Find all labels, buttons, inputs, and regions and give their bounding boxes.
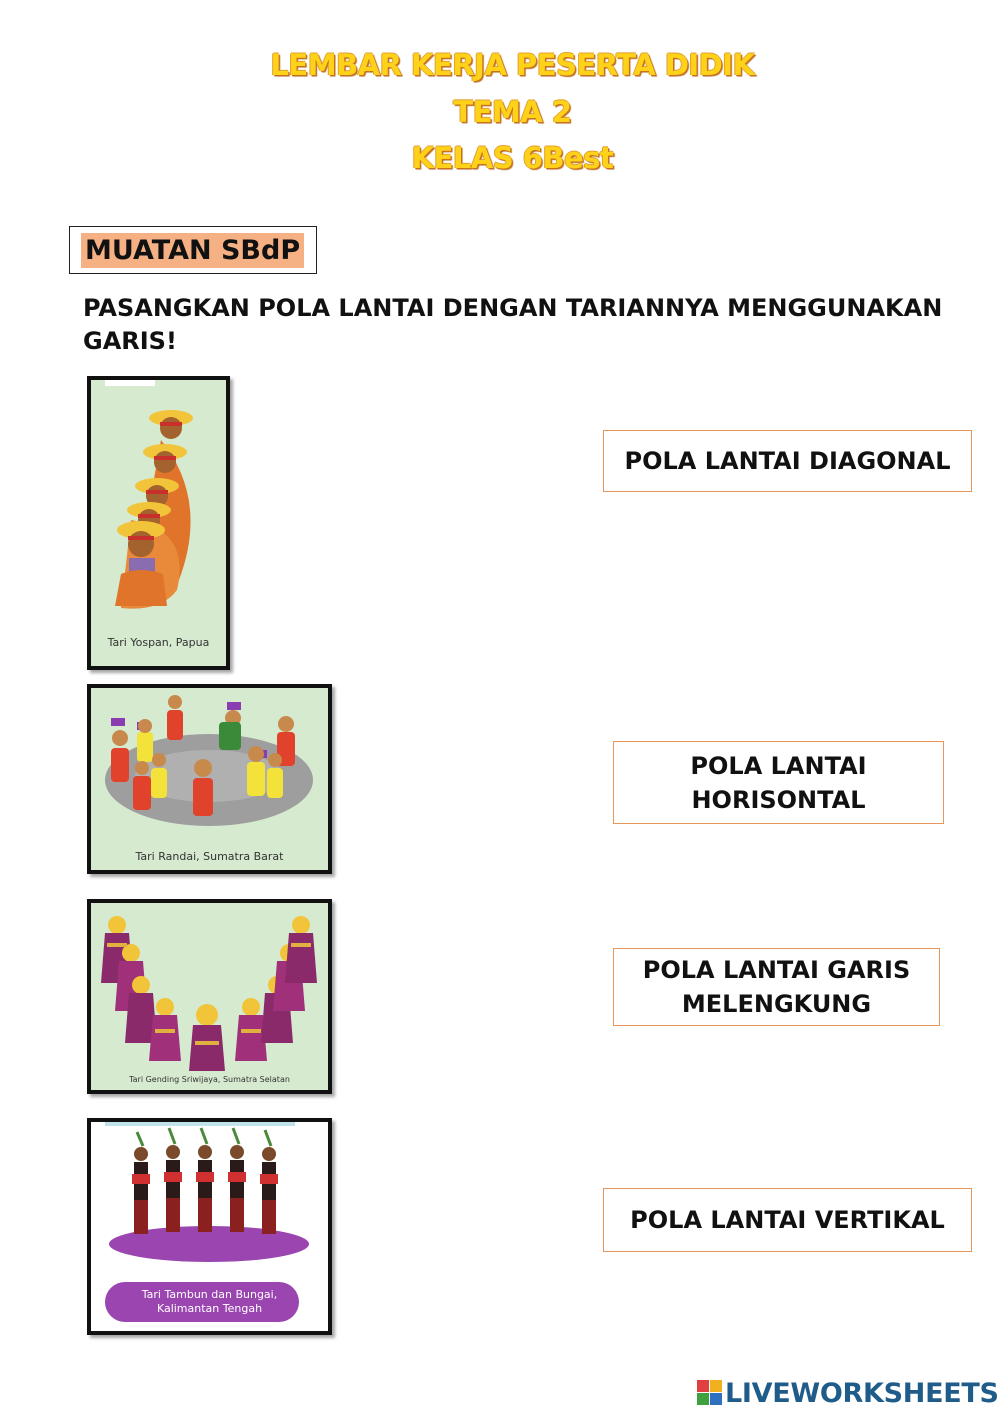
answer-box-melengkung[interactable] [613,948,940,1026]
answer-label [690,749,866,817]
randai-illustration [91,688,328,870]
caption-tambun-bungai-line2: Kalimantan Tengah [156,1302,263,1315]
answer-box-horisontal[interactable] [613,741,944,824]
dance-image-randai[interactable] [87,684,332,874]
dance-image-tambun-bungai[interactable] [87,1118,332,1335]
worksheet-title: LEMBAR KERJA PESERTA DIDIK [270,48,755,82]
answer-box-vertikal[interactable] [603,1188,972,1252]
theme-label: TEMA 2 [453,95,572,129]
dance-image-yospan[interactable] [87,376,230,670]
instruction-text: PASANGKAN POLA LANTAI DENGAN TARIANNYA MENGGUNAKAN GARIS! [83,294,943,355]
caption-randai: Tari Randai, Sumatra Barat [135,850,284,863]
gending-sriwijaya-illustration [91,903,328,1090]
answer-box-diagonal[interactable] [603,430,972,492]
liveworksheets-brand[interactable] [697,1378,999,1408]
caption-gending-sriwijaya: Tari Gending Sriwijaya, Sumatra Selatan [129,1075,290,1084]
liveworksheets-logo-icon [697,1380,723,1406]
answer-label [643,953,911,1021]
caption-yospan: Tari Yospan, Papua [107,636,210,649]
answer-label-line1: POLA LANTAI GARIS [642,956,911,984]
caption-tambun-bungai-line1: Tari Tambun dan Bungai, [141,1288,278,1301]
class-label: KELAS 6Best [411,141,614,175]
answer-label: POLA LANTAI VERTIKAL [630,1206,945,1234]
answer-label-line1: POLA LANTAI [690,751,867,780]
subject-box [69,226,317,274]
yospan-illustration [91,380,226,666]
caption-tambun-bungai [91,1288,328,1316]
dance-image-gending-sriwijaya[interactable] [87,899,332,1094]
answer-label-line2: HORISONTAL [691,785,866,814]
subject-label: MUATAN SBdP [81,233,304,268]
brand-text: LIVEWORKSHEETS [725,1377,999,1409]
answer-label-line2: MELENGKUNG [681,990,872,1018]
answer-label: POLA LANTAI DIAGONAL [624,447,951,475]
